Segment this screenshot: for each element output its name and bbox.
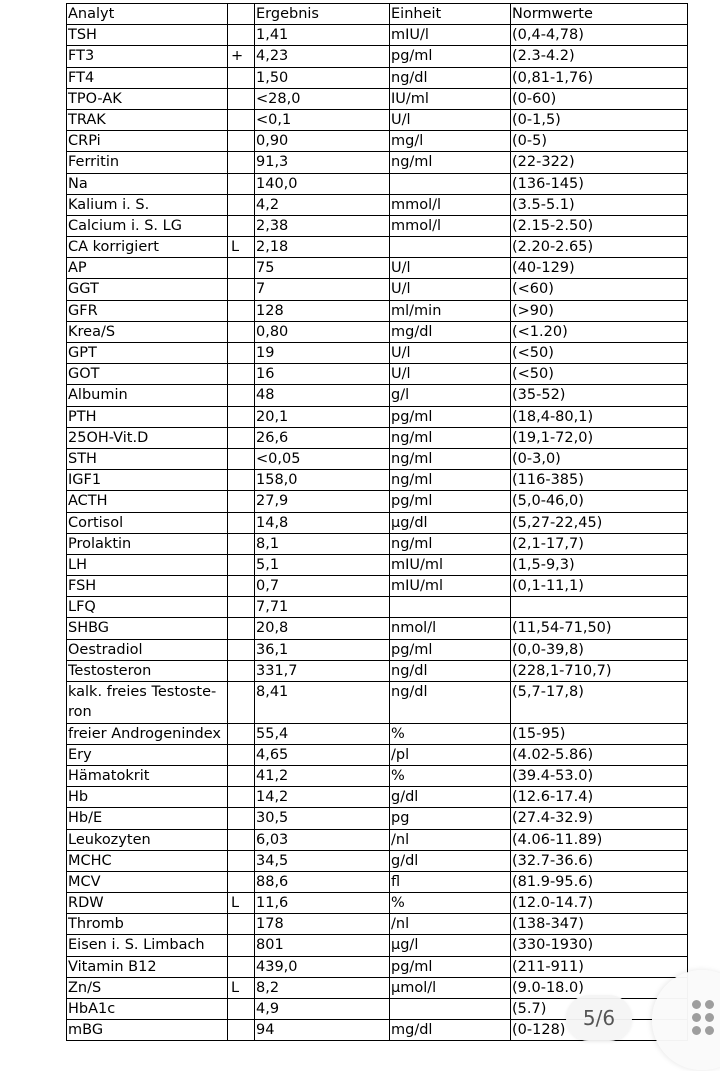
table-row — [67, 279, 688, 300]
cell-flag — [228, 173, 255, 194]
table-row — [67, 173, 688, 194]
cell-flag — [228, 829, 255, 850]
table-row — [67, 808, 688, 829]
cell-ergebnis: 1,50 — [255, 67, 390, 88]
cell-ergebnis: 91,3 — [255, 152, 390, 173]
table-row — [67, 300, 688, 321]
cell-einheit: % — [390, 723, 511, 744]
cell-ergebnis: 801 — [255, 935, 390, 956]
cell-ergebnis: 158,0 — [255, 470, 390, 491]
cell-einheit: /nl — [390, 914, 511, 935]
cell-analyt: Testosteron — [67, 660, 228, 681]
cell-analyt: Hb — [67, 787, 228, 808]
cell-flag — [228, 131, 255, 152]
cell-ergebnis: 331,7 — [255, 660, 390, 681]
table-row — [67, 194, 688, 215]
cell-analyt: Vitamin B12 — [67, 956, 228, 977]
cell-flag — [228, 723, 255, 744]
cell-normwerte: (2.15-2.50) — [511, 215, 688, 236]
cell-flag — [228, 258, 255, 279]
header-einheit: Einheit — [390, 4, 511, 25]
cell-flag — [228, 682, 255, 724]
cell-einheit: g/l — [390, 385, 511, 406]
table-row — [67, 152, 688, 173]
cell-normwerte: (<50) — [511, 343, 688, 364]
cell-analyt: SHBG — [67, 618, 228, 639]
cell-einheit: ng/dl — [390, 682, 511, 724]
cell-analyt: LFQ — [67, 597, 228, 618]
cell-flag — [228, 67, 255, 88]
table-row — [67, 829, 688, 850]
cell-flag — [228, 850, 255, 871]
cell-einheit: ml/min — [390, 300, 511, 321]
cell-ergebnis: 27,9 — [255, 491, 390, 512]
cell-einheit: U/l — [390, 343, 511, 364]
cell-flag — [228, 427, 255, 448]
table-row — [67, 597, 688, 618]
cell-ergebnis: 140,0 — [255, 173, 390, 194]
cell-normwerte: (12.6-17.4) — [511, 787, 688, 808]
cell-analyt: FT4 — [67, 67, 228, 88]
cell-ergebnis: 2,18 — [255, 237, 390, 258]
cell-normwerte: (116-385) — [511, 470, 688, 491]
cell-einheit: U/l — [390, 258, 511, 279]
cell-ergebnis: 439,0 — [255, 956, 390, 977]
cell-einheit: ng/dl — [390, 660, 511, 681]
cell-ergebnis: 19 — [255, 343, 390, 364]
cell-ergebnis: 14,8 — [255, 512, 390, 533]
cell-normwerte: (0,0-39,8) — [511, 639, 688, 660]
cell-einheit: pg/ml — [390, 46, 511, 67]
table-row — [67, 131, 688, 152]
cell-flag: L — [228, 237, 255, 258]
table-row — [67, 935, 688, 956]
cell-flag — [228, 765, 255, 786]
cell-flag — [228, 25, 255, 46]
cell-analyt: ACTH — [67, 491, 228, 512]
cell-flag — [228, 914, 255, 935]
cell-normwerte: (19,1-72,0) — [511, 427, 688, 448]
cell-ergebnis: 1,41 — [255, 25, 390, 46]
cell-einheit: ng/dl — [390, 67, 511, 88]
cell-normwerte: (27.4-32.9) — [511, 808, 688, 829]
cell-flag — [228, 512, 255, 533]
table-row — [67, 914, 688, 935]
cell-einheit: nmol/l — [390, 618, 511, 639]
cell-ergebnis: 26,6 — [255, 427, 390, 448]
cell-flag — [228, 364, 255, 385]
cell-analyt: FSH — [67, 576, 228, 597]
cell-analyt: kalk. freies Testoste-ron — [67, 682, 228, 724]
cell-ergebnis: 94 — [255, 1020, 390, 1041]
header-ergebnis: Ergebnis — [255, 4, 390, 25]
table-row — [67, 364, 688, 385]
cell-einheit: /pl — [390, 744, 511, 765]
cell-einheit: ng/ml — [390, 533, 511, 554]
cell-ergebnis: 41,2 — [255, 765, 390, 786]
cell-normwerte: (>90) — [511, 300, 688, 321]
cell-ergebnis: 88,6 — [255, 871, 390, 892]
cell-einheit: /nl — [390, 829, 511, 850]
cell-analyt: Eisen i. S. Limbach — [67, 935, 228, 956]
cell-flag — [228, 554, 255, 575]
cell-einheit: mg/dl — [390, 1020, 511, 1041]
cell-ergebnis: <0,1 — [255, 109, 390, 130]
cell-flag — [228, 470, 255, 491]
table-row — [67, 554, 688, 575]
table-row — [67, 491, 688, 512]
table-row — [67, 512, 688, 533]
cell-analyt: Calcium i. S. LG — [67, 215, 228, 236]
cell-einheit: U/l — [390, 109, 511, 130]
cell-flag — [228, 300, 255, 321]
cell-analyt: Hb/E — [67, 808, 228, 829]
cell-ergebnis: 11,6 — [255, 893, 390, 914]
table-row — [67, 88, 688, 109]
cell-einheit: pg/ml — [390, 956, 511, 977]
cell-einheit: IU/ml — [390, 88, 511, 109]
cell-einheit — [390, 999, 511, 1020]
cell-ergebnis: 8,1 — [255, 533, 390, 554]
cell-flag — [228, 385, 255, 406]
cell-flag — [228, 618, 255, 639]
cell-normwerte: (39.4-53.0) — [511, 765, 688, 786]
cell-flag: L — [228, 977, 255, 998]
cell-analyt: Albumin — [67, 385, 228, 406]
cell-analyt: GOT — [67, 364, 228, 385]
table-row — [67, 744, 688, 765]
cell-einheit: µg/l — [390, 935, 511, 956]
table-row — [67, 660, 688, 681]
cell-ergebnis: 6,03 — [255, 829, 390, 850]
cell-ergebnis: 4,23 — [255, 46, 390, 67]
header-flag — [228, 4, 255, 25]
cell-einheit — [390, 597, 511, 618]
cell-flag — [228, 533, 255, 554]
table-row — [67, 956, 688, 977]
cell-einheit — [390, 237, 511, 258]
cell-ergebnis: 14,2 — [255, 787, 390, 808]
cell-einheit: pg/ml — [390, 639, 511, 660]
cell-ergebnis: 20,8 — [255, 618, 390, 639]
cell-flag — [228, 576, 255, 597]
cell-ergebnis: 0,90 — [255, 131, 390, 152]
cell-flag: L — [228, 893, 255, 914]
cell-analyt: freier Androgenindex — [67, 723, 228, 744]
cell-analyt: GGT — [67, 279, 228, 300]
cell-analyt: Prolaktin — [67, 533, 228, 554]
cell-normwerte: (5,0-46,0) — [511, 491, 688, 512]
grid-dots-icon — [692, 1000, 714, 1035]
cell-normwerte: (<60) — [511, 279, 688, 300]
cell-flag — [228, 406, 255, 427]
table-row — [67, 343, 688, 364]
cell-flag — [228, 639, 255, 660]
cell-flag — [228, 491, 255, 512]
cell-einheit: pg/ml — [390, 406, 511, 427]
cell-normwerte: (11,54-71,50) — [511, 618, 688, 639]
cell-ergebnis: 128 — [255, 300, 390, 321]
cell-einheit: pg — [390, 808, 511, 829]
cell-normwerte: (2.20-2.65) — [511, 237, 688, 258]
cell-flag — [228, 152, 255, 173]
cell-einheit — [390, 173, 511, 194]
cell-einheit: µg/dl — [390, 512, 511, 533]
table-row — [67, 448, 688, 469]
cell-flag — [228, 215, 255, 236]
cell-einheit: % — [390, 765, 511, 786]
cell-ergebnis: 4,9 — [255, 999, 390, 1020]
cell-analyt: MCHC — [67, 850, 228, 871]
cell-ergebnis: <0,05 — [255, 448, 390, 469]
cell-analyt: Ery — [67, 744, 228, 765]
cell-normwerte: (0-5) — [511, 131, 688, 152]
cell-flag — [228, 660, 255, 681]
cell-einheit: mmol/l — [390, 194, 511, 215]
cell-ergebnis: 4,2 — [255, 194, 390, 215]
cell-ergebnis: 8,2 — [255, 977, 390, 998]
cell-analyt: Ferritin — [67, 152, 228, 173]
cell-normwerte: (4.06-11.89) — [511, 829, 688, 850]
cell-flag — [228, 448, 255, 469]
cell-einheit: mg/dl — [390, 321, 511, 342]
cell-ergebnis: 34,5 — [255, 850, 390, 871]
cell-analyt: Oestradiol — [67, 639, 228, 660]
cell-normwerte: (330-1930) — [511, 935, 688, 956]
cell-ergebnis: 2,38 — [255, 215, 390, 236]
cell-analyt: 25OH-Vit.D — [67, 427, 228, 448]
cell-flag — [228, 194, 255, 215]
cell-analyt: PTH — [67, 406, 228, 427]
cell-normwerte: (<50) — [511, 364, 688, 385]
cell-analyt: Cortisol — [67, 512, 228, 533]
cell-ergebnis: 8,41 — [255, 682, 390, 724]
table-row — [67, 533, 688, 554]
cell-normwerte: (<1.20) — [511, 321, 688, 342]
cell-analyt: Zn/S — [67, 977, 228, 998]
cell-normwerte: (0-1,5) — [511, 109, 688, 130]
cell-flag — [228, 597, 255, 618]
cell-flag — [228, 88, 255, 109]
cell-flag — [228, 321, 255, 342]
table-header-row — [67, 4, 688, 25]
cell-normwerte: (35-52) — [511, 385, 688, 406]
cell-normwerte: (18,4-80,1) — [511, 406, 688, 427]
cell-ergebnis: 4,65 — [255, 744, 390, 765]
cell-analyt: Kalium i. S. — [67, 194, 228, 215]
cell-flag — [228, 808, 255, 829]
cell-normwerte: (0-128) — [511, 1020, 688, 1041]
cell-flag — [228, 279, 255, 300]
cell-analyt: GFR — [67, 300, 228, 321]
cell-normwerte: (2.3-4.2) — [511, 46, 688, 67]
cell-normwerte: (9.0-18.0) — [511, 977, 688, 998]
cell-ergebnis: 36,1 — [255, 639, 390, 660]
cell-normwerte: (22-322) — [511, 152, 688, 173]
cell-einheit: g/dl — [390, 787, 511, 808]
table-row — [67, 321, 688, 342]
page-indicator[interactable]: 5/6 — [566, 995, 632, 1041]
cell-einheit: U/l — [390, 279, 511, 300]
table-row — [67, 237, 688, 258]
table-row — [67, 893, 688, 914]
cell-ergebnis: 30,5 — [255, 808, 390, 829]
cell-normwerte: (138-347) — [511, 914, 688, 935]
cell-flag — [228, 1020, 255, 1041]
cell-einheit: mIU/ml — [390, 576, 511, 597]
cell-flag — [228, 744, 255, 765]
cell-einheit: µmol/l — [390, 977, 511, 998]
cell-einheit: ng/ml — [390, 448, 511, 469]
table-row — [67, 46, 688, 67]
cell-flag — [228, 109, 255, 130]
cell-analyt: Hämatokrit — [67, 765, 228, 786]
table-row — [67, 850, 688, 871]
table-row — [67, 787, 688, 808]
cell-einheit: pg/ml — [390, 491, 511, 512]
cell-ergebnis: <28,0 — [255, 88, 390, 109]
cell-normwerte: (0,4-4,78) — [511, 25, 688, 46]
cell-einheit: ng/ml — [390, 427, 511, 448]
cell-analyt: TPO-AK — [67, 88, 228, 109]
cell-normwerte: (5,7-17,8) — [511, 682, 688, 724]
header-analyt: Analyt — [67, 4, 228, 25]
cell-normwerte: (5.7) — [511, 999, 688, 1020]
cell-flag — [228, 871, 255, 892]
header-normwerte: Normwerte — [511, 4, 688, 25]
cell-normwerte: (5,27-22,45) — [511, 512, 688, 533]
cell-einheit: % — [390, 893, 511, 914]
cell-flag: + — [228, 46, 255, 67]
cell-normwerte — [511, 597, 688, 618]
cell-einheit: fl — [390, 871, 511, 892]
cell-einheit: mg/l — [390, 131, 511, 152]
cell-normwerte: (0-3,0) — [511, 448, 688, 469]
table-row — [67, 618, 688, 639]
cell-normwerte: (1,5-9,3) — [511, 554, 688, 575]
cell-analyt: RDW — [67, 893, 228, 914]
cell-analyt: AP — [67, 258, 228, 279]
cell-analyt: Leukozyten — [67, 829, 228, 850]
cell-normwerte: (3.5-5.1) — [511, 194, 688, 215]
table-row — [67, 871, 688, 892]
cell-ergebnis: 16 — [255, 364, 390, 385]
cell-analyt: Krea/S — [67, 321, 228, 342]
cell-normwerte: (0-60) — [511, 88, 688, 109]
cell-analyt: Na — [67, 173, 228, 194]
cell-normwerte: (4.02-5.86) — [511, 744, 688, 765]
cell-normwerte: (32.7-36.6) — [511, 850, 688, 871]
cell-ergebnis: 0,7 — [255, 576, 390, 597]
cell-normwerte: (12.0-14.7) — [511, 893, 688, 914]
cell-ergebnis: 55,4 — [255, 723, 390, 744]
table-row — [67, 109, 688, 130]
table-row — [67, 406, 688, 427]
cell-einheit: U/l — [390, 364, 511, 385]
cell-analyt: TSH — [67, 25, 228, 46]
cell-einheit: mIU/l — [390, 25, 511, 46]
cell-ergebnis: 178 — [255, 914, 390, 935]
table-row — [67, 67, 688, 88]
cell-ergebnis: 7,71 — [255, 597, 390, 618]
cell-ergebnis: 7 — [255, 279, 390, 300]
cell-analyt: MCV — [67, 871, 228, 892]
cell-einheit: ng/ml — [390, 152, 511, 173]
cell-analyt: LH — [67, 554, 228, 575]
cell-flag — [228, 956, 255, 977]
cell-normwerte: (136-145) — [511, 173, 688, 194]
table-row — [67, 576, 688, 597]
cell-ergebnis: 20,1 — [255, 406, 390, 427]
cell-flag — [228, 787, 255, 808]
cell-ergebnis: 5,1 — [255, 554, 390, 575]
cell-normwerte: (0,1-11,1) — [511, 576, 688, 597]
table-row — [67, 25, 688, 46]
cell-analyt: CRPi — [67, 131, 228, 152]
table-row — [67, 682, 688, 724]
cell-normwerte: (228,1-710,7) — [511, 660, 688, 681]
table-row — [67, 427, 688, 448]
cell-flag — [228, 343, 255, 364]
lab-results-table — [66, 3, 688, 1041]
cell-einheit: g/dl — [390, 850, 511, 871]
cell-analyt: FT3 — [67, 46, 228, 67]
cell-einheit: ng/ml — [390, 470, 511, 491]
cell-normwerte: (40-129) — [511, 258, 688, 279]
cell-analyt: mBG — [67, 1020, 228, 1041]
table-row — [67, 258, 688, 279]
table-row — [67, 215, 688, 236]
table-row — [67, 723, 688, 744]
cell-einheit: mIU/ml — [390, 554, 511, 575]
cell-ergebnis: 0,80 — [255, 321, 390, 342]
table-row — [67, 385, 688, 406]
table-row — [67, 470, 688, 491]
cell-normwerte: (2,1-17,7) — [511, 533, 688, 554]
cell-analyt: GPT — [67, 343, 228, 364]
cell-analyt: Thromb — [67, 914, 228, 935]
cell-analyt: IGF1 — [67, 470, 228, 491]
cell-normwerte: (81.9-95.6) — [511, 871, 688, 892]
cell-ergebnis: 75 — [255, 258, 390, 279]
cell-analyt: CA korrigiert — [67, 237, 228, 258]
cell-ergebnis: 48 — [255, 385, 390, 406]
cell-normwerte: (211-911) — [511, 956, 688, 977]
cell-normwerte: (15-95) — [511, 723, 688, 744]
cell-analyt: TRAK — [67, 109, 228, 130]
table-row — [67, 765, 688, 786]
cell-normwerte: (0,81-1,76) — [511, 67, 688, 88]
cell-einheit: mmol/l — [390, 215, 511, 236]
table-row — [67, 639, 688, 660]
cell-analyt: HbA1c — [67, 999, 228, 1020]
cell-flag — [228, 935, 255, 956]
cell-flag — [228, 999, 255, 1020]
cell-analyt: STH — [67, 448, 228, 469]
